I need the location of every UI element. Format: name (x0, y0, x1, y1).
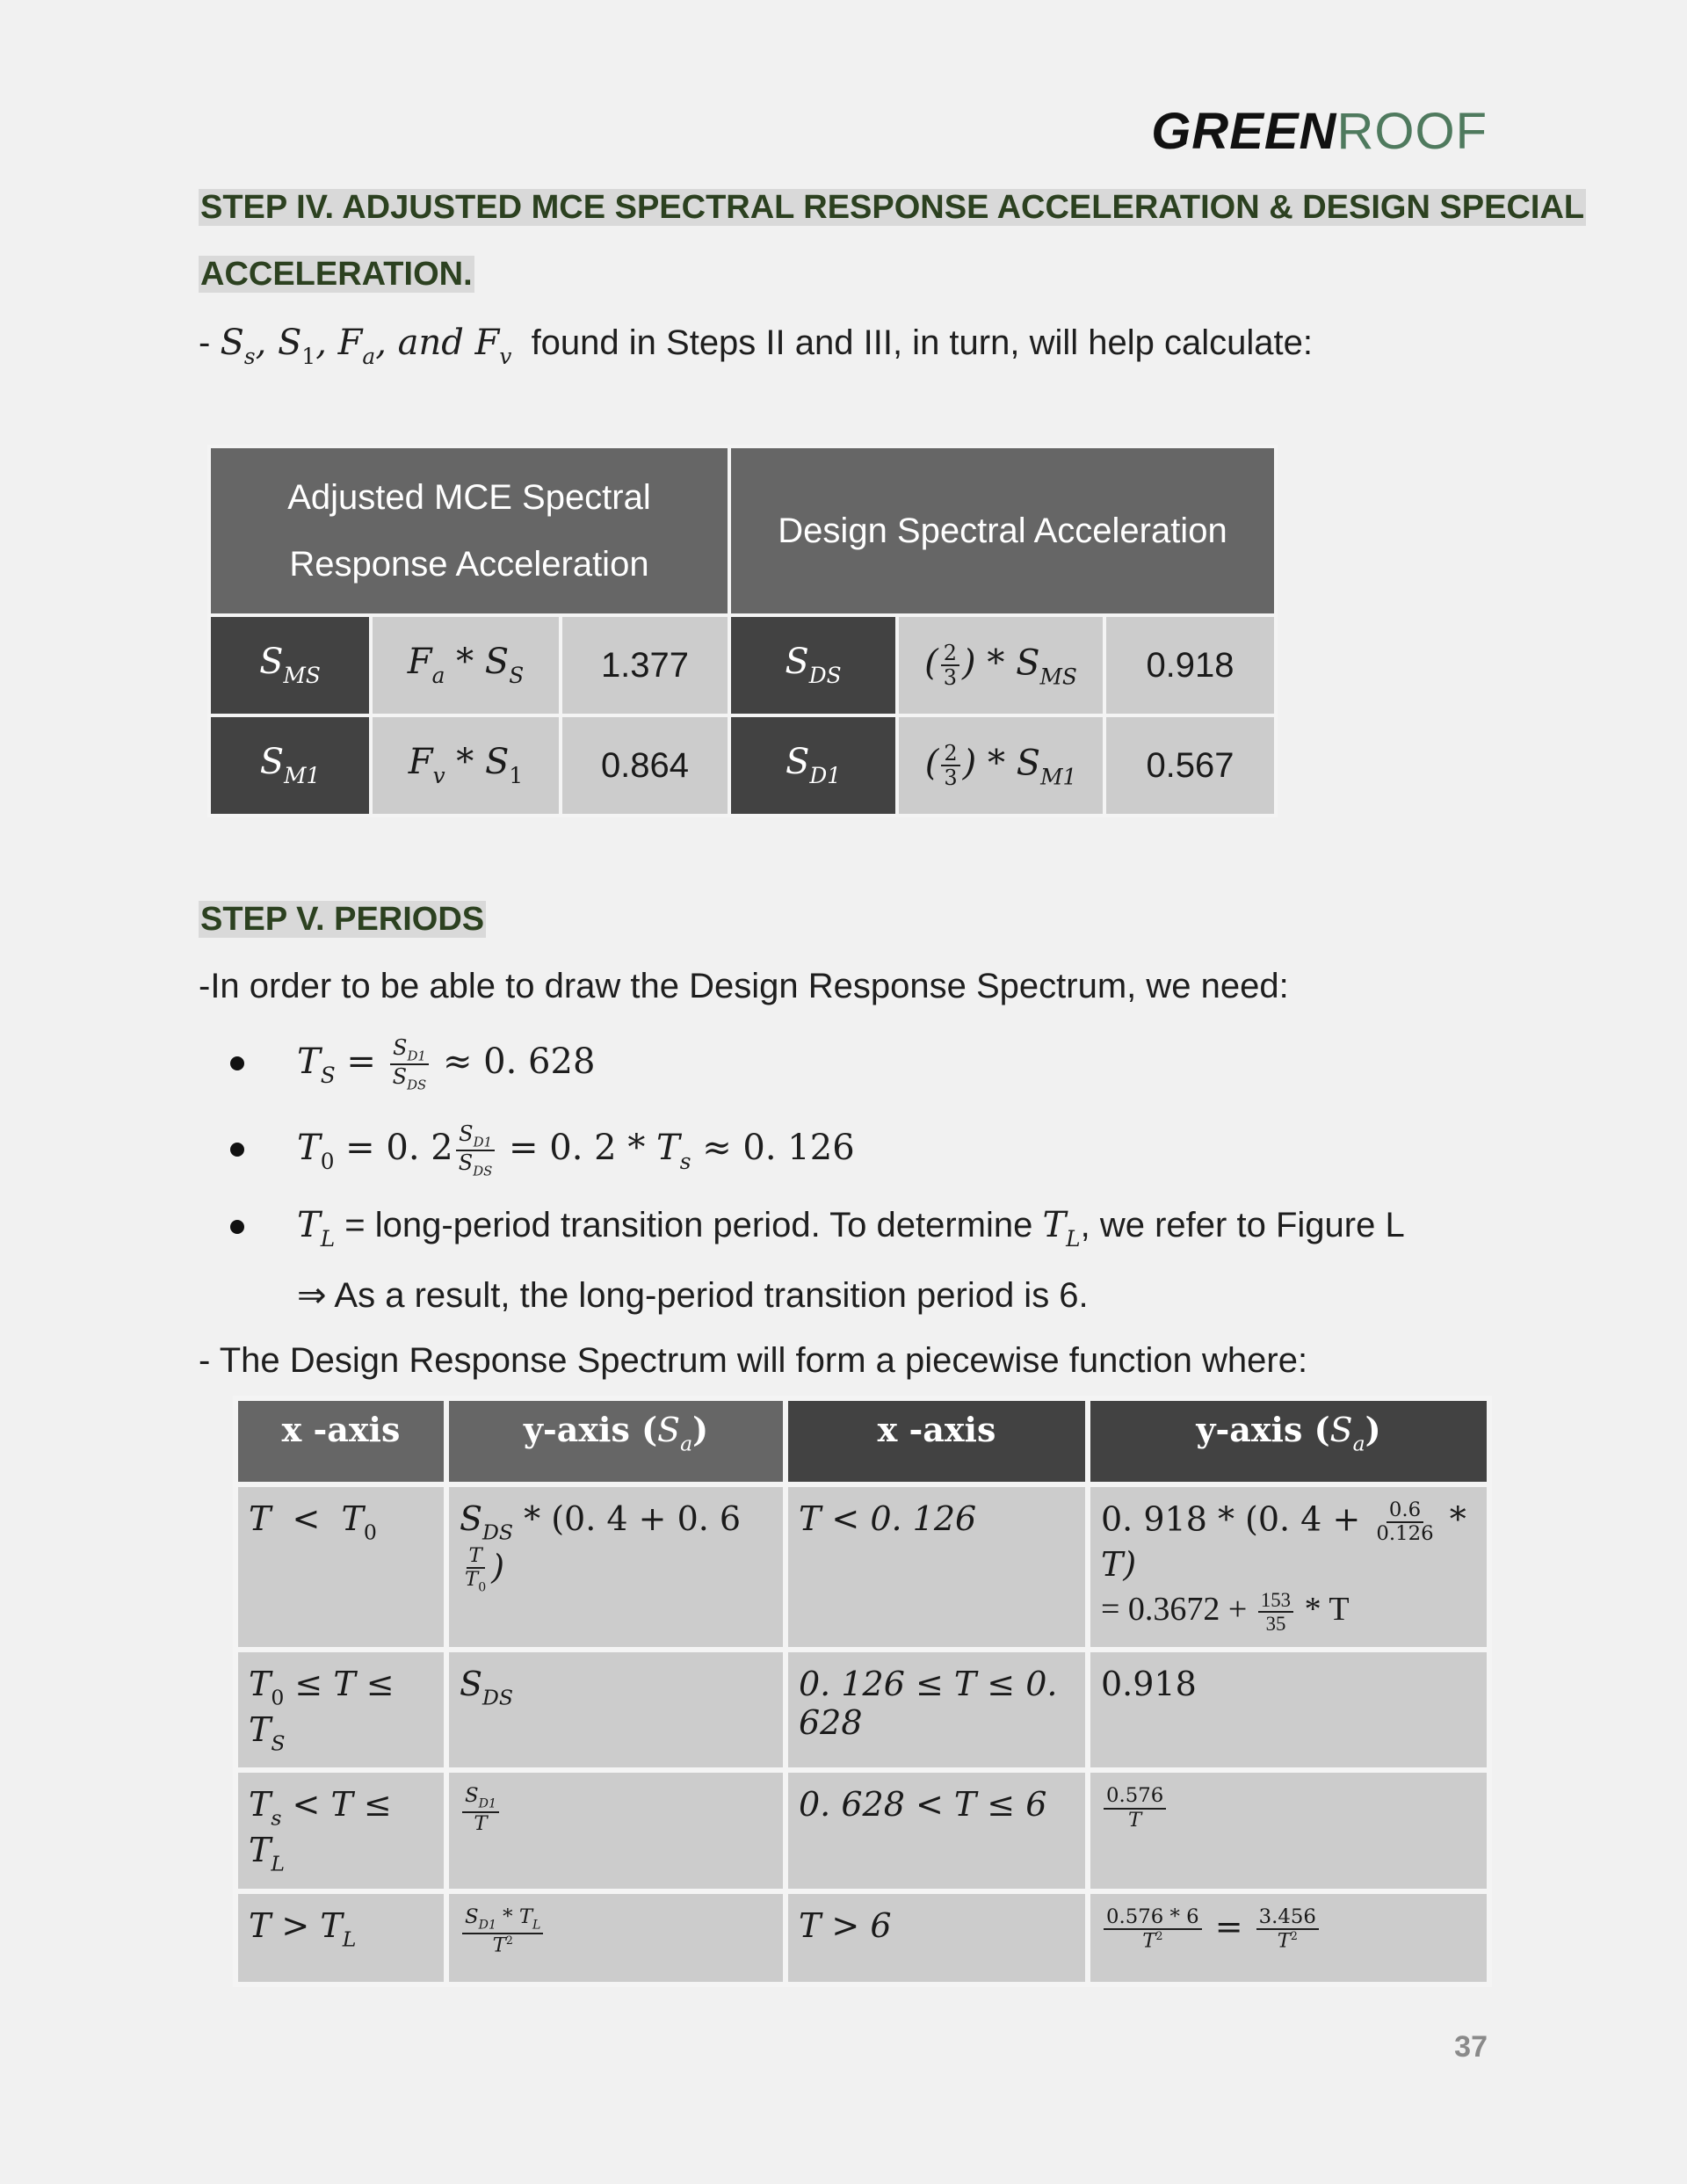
r4-x-symbolic: $T > T_L$ (235, 1891, 446, 1984)
piecewise-intro: - The Design Response Spectrum will form a piecewise function where: (199, 1341, 1308, 1380)
bullet-dot (230, 1056, 244, 1070)
header-y-axis-2: y-axis $(S_a)$ (1088, 1398, 1489, 1484)
sd1-formula: ( $\frac{2}{3}$ ) * $S_{M1}$ (897, 715, 1104, 816)
r1-x-numeric: T < 0. 126 (786, 1484, 1088, 1650)
r2-y-symbolic: $S_{DS}$ (446, 1650, 786, 1770)
r3-y-symbolic: $\frac{S_{D1}}{T}$ (446, 1770, 786, 1890)
sds-formula: ( $\frac{2}{3}$ ) * $S_{MS}$ (897, 615, 1104, 715)
r3-x-symbolic: $T_s < T \le T_L$ (235, 1770, 446, 1890)
header-x-axis-2: x -axis (786, 1398, 1088, 1484)
sds-value: 0.918 (1104, 615, 1276, 715)
bullet-dot (230, 1143, 244, 1157)
r3-y-numeric: $\frac{0.576}{T}$ (1088, 1770, 1489, 1890)
sms-label: $S_{MS}$ (209, 615, 371, 715)
result-line: ⇒ As a result, the long-period transition period is 6. (297, 1276, 1089, 1315)
bullet-dot (230, 1220, 244, 1234)
r2-y-numeric: 0.918 (1088, 1650, 1489, 1770)
step5-intro: -In order to be able to draw the Design Response Spectrum, we need: (199, 967, 1289, 1005)
sd1-label: $S_{D1}$ (729, 715, 897, 816)
header-y-axis-1: y-axis $(S_a)$ (446, 1398, 786, 1484)
acceleration-table (207, 445, 1278, 817)
r4-y-numeric: $\frac{0.576 * 6}{T^2}$ = $\frac{3.456}{T^2}$ (1088, 1891, 1489, 1984)
r1-y-numeric: 0. 918 * (0. 4 + $\frac{0.6}{0.126}$ * T) = 0.3672 + $\frac{153}{35}$ * T (1088, 1484, 1489, 1650)
brand-logo: GREENROOF (1151, 103, 1488, 160)
spectrum-table (233, 1396, 1492, 1987)
r2-x-symbolic: $T_0 \le T \le T_S$ (235, 1650, 446, 1770)
step5-title: STEP V. PERIODS (200, 901, 485, 938)
r2-x-numeric: 0. 126 ≤ T ≤ 0. 628 (786, 1650, 1088, 1770)
step4-intro: - $S_s$, $S_1$, $F_a$, and $F_v$ found in Steps II and III, in turn, will help calculate: (199, 323, 1313, 370)
r3-x-numeric: 0. 628 < T ≤ 6 (786, 1770, 1088, 1890)
sds-label: $S_{DS}$ (729, 615, 897, 715)
sd1-value: 0.567 (1104, 715, 1276, 816)
r4-y-symbolic: $\frac{S_{D1} * T_L}{T^2}$ (446, 1891, 786, 1984)
sm1-formula: $F_v * S_1$ (371, 715, 561, 816)
sms-value: 1.377 (561, 615, 729, 715)
header-x-axis-1: x -axis (235, 1398, 446, 1484)
sm1-label: $S_{M1}$ (209, 715, 371, 816)
r4-x-numeric: T > 6 (786, 1891, 1088, 1984)
header-adjusted-mce: Adjusted MCE Spectral Response Acceleration (209, 446, 729, 615)
sms-formula: $F_a * S_S$ (371, 615, 561, 715)
sm1-value: 0.864 (561, 715, 729, 816)
page-number: 37 (1454, 2030, 1488, 2064)
step4-title: STEP IV. ADJUSTED MCE SPECTRAL RESPONSE ACCELERATION & DESIGN SPECIAL ACCELERATION. (200, 189, 1585, 293)
r1-x-symbolic: $T < T_0$ (235, 1484, 446, 1650)
r1-y-symbolic: $S_{DS} * (0$. 4 + 0. 6 $\frac{T}{T_0}$ ) (446, 1484, 786, 1650)
header-design-spectral: Design Spectral Acceleration (729, 446, 1276, 615)
